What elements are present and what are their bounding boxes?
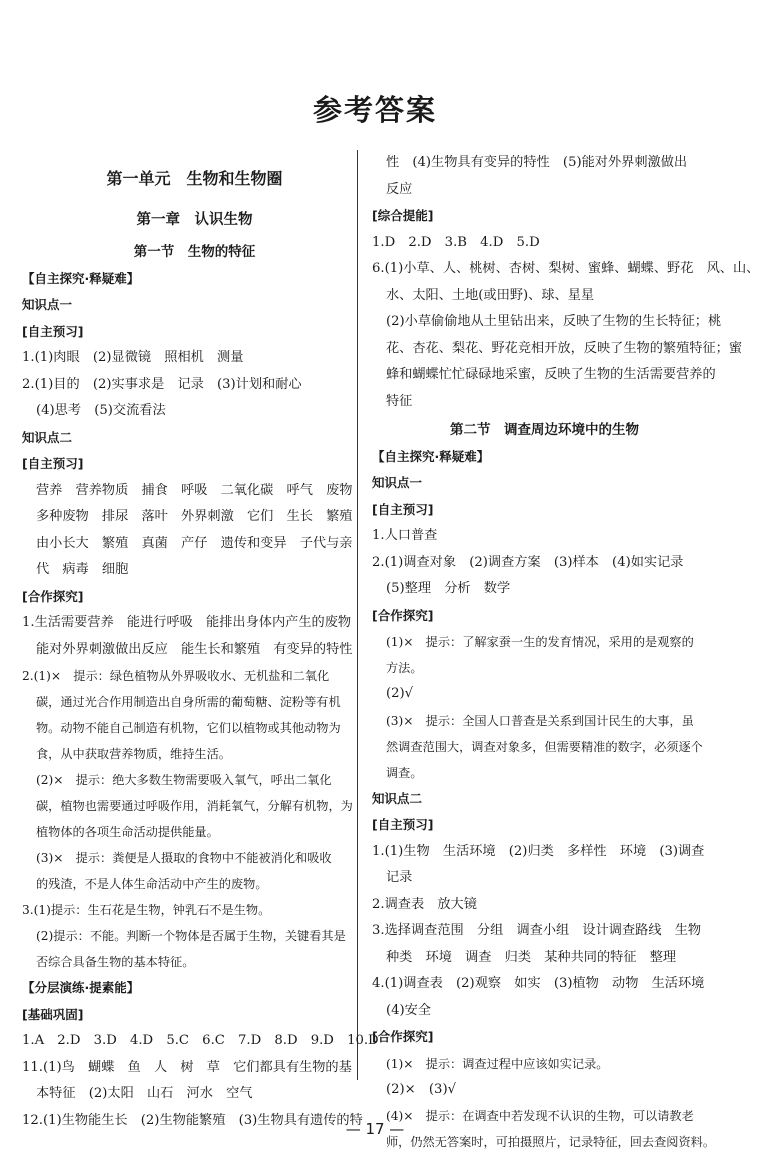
answer-line: (5)整理 分析 数学 <box>386 581 511 596</box>
page-title: 参考答案 <box>312 93 437 127</box>
answer-line: 方法。 <box>386 661 423 675</box>
section-label: [合作探究] <box>372 607 434 623</box>
section-label: [自主预习] <box>22 456 84 471</box>
section-label: [自主预习] <box>372 817 434 832</box>
answer-line: (2)小草偷偷地从土里钻出来，反映了生物的生长特征；桃 <box>386 314 722 329</box>
answer-line: 师，仍然无答案时，可拍摄照片，记录特征，回去查阅资料。 <box>386 1135 716 1149</box>
answer-line: 记录 <box>386 870 413 885</box>
chapter-title: 第一章 认识生物 <box>136 211 253 228</box>
answer-line: 碳，通过光合作用制造出自身所需的葡萄糖、淀粉等有机 <box>36 695 341 709</box>
answer-line: (3)× 提示：全国人口普查是关系到国计民生的大事，虽 <box>386 713 694 728</box>
answer-line: 蜂和蝴蝶忙忙碌碌地采蜜，反映了生物的生活需要营养的 <box>386 367 716 382</box>
answer-line: 代 病毒 细胞 <box>36 562 129 577</box>
answer-line: 然调查范围大，调查对象多，但需要精准的数字，必须逐个 <box>386 739 703 754</box>
answer-line: 1.生活需要营养 能进行呼吸 能排出身体内产生的废物 <box>22 615 352 630</box>
answer-line: 花、杏花、梨花、野花竞相开放，反映了生物的繁殖特征；蜜 <box>386 340 743 356</box>
answer-line: 3.(1)提示：生石花是生物，钟乳石不是生物。 <box>22 903 271 917</box>
answer-line: 性 (4)生物具有变异的特性 (5)能对外界刺激做出 <box>386 155 688 170</box>
answer-line: 食，从中获取营养物质，维持生活。 <box>36 747 231 761</box>
right-answer-lines-bottom <box>372 444 717 1156</box>
answer-line: (1)× 提示：调查过程中应该如实记录。 <box>386 1056 609 1071</box>
answer-line: (2)× 提示：绝大多数生物需要吸入氧气，呼出二氧化 <box>36 773 332 787</box>
section-label: 【自主探究·释疑难】 <box>372 448 490 464</box>
answer-line: 多种废物 排尿 落叶 外界刺激 它们 生长 繁殖 <box>36 509 353 524</box>
answer-line: 6.(1)小草、人、桃树、杏树、梨树、蜜蜂、蝴蝶、野花 风、山、 <box>372 261 759 276</box>
answer-line: 11.(1)鸟 蝴蝶 鱼 人 树 草 它们都具有生物的基 <box>22 1059 352 1075</box>
section-title: 第一节 生物的特征 <box>133 244 256 260</box>
answer-line: 的残渣，不是人体生命活动中产生的废物。 <box>36 877 268 891</box>
answer-line: 2.调查表 放大镜 <box>372 896 477 912</box>
section-label: 【自主探究·释疑难】 <box>22 270 140 286</box>
answer-line: 反应 <box>386 181 413 197</box>
section-label: 知识点一 <box>372 475 423 490</box>
section-label: 知识点一 <box>22 297 73 312</box>
answer-line: 营养 营养物质 捕食 呼吸 二氧化碳 呼气 废物 <box>36 482 353 498</box>
answer-line: 种类 环境 调查 归类 某种共同的特征 整理 <box>386 949 677 965</box>
answer-line: 本特征 (2)太阳 山石 河水 空气 <box>36 1086 253 1101</box>
answer-line: 1.人口普查 <box>372 528 438 543</box>
answer-line: 碳，植物也需要通过呼吸作用，消耗氧气，分解有机物，为 <box>36 799 353 813</box>
answer-line: 12.(1)生物能生长 (2)生物能繁殖 (3)生物具有遗传的特 <box>22 1112 363 1128</box>
right-answer-lines-top <box>372 150 759 415</box>
answer-line: 水、太阳、土地(或田野)、球、星星 <box>386 287 595 303</box>
answer-line: 能对外界刺激做出反应 能生长和繁殖 有变异的特性 <box>36 641 353 657</box>
section-label: [基础巩固] <box>22 1006 84 1022</box>
answer-line: 1.(1)生物 生活环境 (2)归类 多样性 环境 (3)调查 <box>372 843 705 859</box>
section-label: [综合提能] <box>372 208 434 223</box>
answer-line: (1)× 提示：了解家蚕一生的发育情况，采用的是观察的 <box>386 635 694 649</box>
answer-line: (4)× 提示：在调查中若发现不认识的生物，可以请教老 <box>386 1109 694 1123</box>
section-label: [合作探究] <box>22 588 84 604</box>
answer-line: (4)安全 <box>386 1002 432 1018</box>
section-label: 知识点二 <box>372 790 423 806</box>
left-column <box>22 150 379 1128</box>
section-label: 知识点二 <box>22 429 73 445</box>
answer-line: (2)√ <box>386 686 414 701</box>
answer-line: (3)× 提示：粪便是人摄取的食物中不能被消化和吸收 <box>36 851 332 865</box>
answer-line: 调查。 <box>386 765 423 780</box>
section-label: [合作探究] <box>372 1029 434 1044</box>
answer-line: (2)× (3)√ <box>386 1081 457 1097</box>
answer-line: 否综合具备生物的基本特征。 <box>36 955 195 969</box>
answer-line: 2.(1)调查对象 (2)调查方案 (3)样本 (4)如实记录 <box>372 554 684 570</box>
page-number: — 17 — <box>345 1120 405 1138</box>
unit-title: 第一单元 生物和生物圈 <box>106 169 283 188</box>
answer-line: 4.(1)调查表 (2)观察 如实 (3)植物 动物 生活环境 <box>372 976 705 991</box>
section-label: 【分层演练·提素能】 <box>22 980 140 995</box>
answer-line: 1.(1)肉眼 (2)显微镜 照相机 测量 <box>22 350 244 365</box>
answer-line: 2.(1)目的 (2)实事求是 记录 (3)计划和耐心 <box>22 376 302 392</box>
answer-line: 物。动物不能自己制造有机物，它们以植物或其他动物为 <box>36 721 341 735</box>
answer-line: 2.(1)× 提示：绿色植物从外界吸收水、无机盐和二氧化 <box>22 669 330 683</box>
section-label: [自主预习] <box>372 501 434 517</box>
answer-line: 3.选择调查范围 分组 调查小组 设计调查路线 生物 <box>372 923 702 938</box>
section-title-2: 第二节 调查周边环境中的生物 <box>450 422 639 438</box>
answer-line: 1.A 2.D 3.D 4.D 5.C 6.C 7.D 8.D 9.D 10.D <box>22 1033 379 1048</box>
left-answer-lines <box>22 266 379 1135</box>
answer-line: 由小长大 繁殖 真菌 产仔 遗传和变异 子代与亲 <box>36 535 353 551</box>
answer-line: 特征 <box>386 393 413 409</box>
answer-line: (4)思考 (5)交流看法 <box>36 403 166 418</box>
answer-line: 植物体的各项生命活动提供能量。 <box>36 825 219 839</box>
answer-line: 1.D 2.D 3.B 4.D 5.D <box>372 234 540 250</box>
section-label: [自主预习] <box>22 323 84 339</box>
answer-line: (2)提示：不能。判断一个物体是否属于生物，关键看其是 <box>36 929 346 943</box>
